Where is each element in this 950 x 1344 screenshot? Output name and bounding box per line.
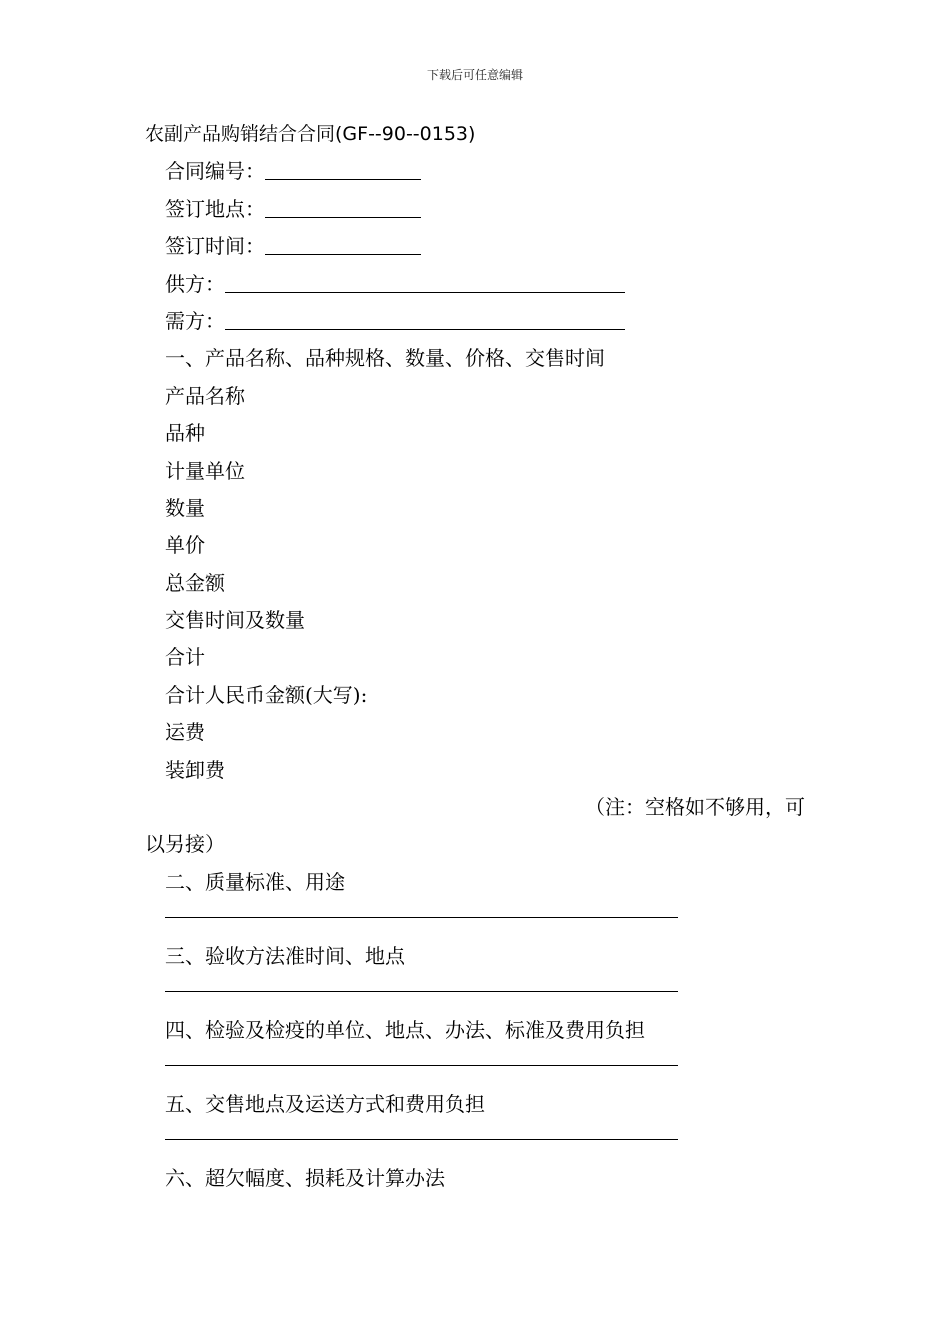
section-2-blank-line[interactable] — [145, 901, 805, 938]
section-1-heading: 一、产品名称、品种规格、数量、价格、交售时间 — [165, 346, 605, 371]
list-item: 合计人民币金额(大写): — [165, 682, 368, 707]
list-item: 装卸费 — [165, 757, 225, 782]
list-item: 数量 — [165, 495, 205, 520]
contract-title: 农副产品购销结合合同(GF--90--0153) — [145, 123, 476, 145]
buyer-blank[interactable] — [225, 305, 625, 330]
underline — [165, 1139, 678, 1140]
field-label: 签订时间： — [165, 234, 265, 259]
table-note-line-1: （注：空格如不够用，可 — [585, 795, 805, 820]
page-header-note: 下载后可任意编辑 — [426, 68, 523, 82]
section-6-heading: 六、超欠幅度、损耗及计算办法 — [165, 1165, 445, 1190]
list-item: 运费 — [165, 720, 205, 745]
field-label: 合同编号： — [165, 159, 265, 184]
list-item: 总金额 — [165, 570, 225, 595]
section-5-blank-line[interactable] — [145, 1123, 805, 1160]
section-2-heading: 二、质量标准、用途 — [165, 869, 345, 894]
underline — [165, 991, 678, 992]
signing-place-blank[interactable] — [265, 193, 421, 218]
list-item: 产品名称 — [165, 383, 245, 408]
field-supplier — [145, 266, 805, 303]
contract-number-blank[interactable] — [265, 155, 421, 180]
section-3-heading: 三、验收方法准时间、地点 — [165, 943, 405, 968]
field-label: 供方： — [165, 271, 225, 296]
field-buyer — [145, 303, 805, 340]
list-item: 合计 — [165, 645, 205, 670]
supplier-blank[interactable] — [225, 268, 625, 293]
section-3-blank-line[interactable] — [145, 975, 805, 1012]
field-contract-number — [145, 153, 805, 190]
field-label: 需方： — [165, 308, 225, 333]
field-label: 签订地点： — [165, 196, 265, 221]
underline — [165, 1065, 678, 1066]
table-note-line-2: 以另接） — [145, 832, 225, 857]
underline — [165, 917, 678, 918]
list-item: 交售时间及数量 — [165, 608, 305, 633]
field-signing-place — [145, 191, 805, 228]
section-5-heading: 五、交售地点及运送方式和费用负担 — [165, 1091, 485, 1116]
list-item: 单价 — [165, 533, 205, 558]
section-4-blank-line[interactable] — [145, 1049, 805, 1086]
list-item: 计量单位 — [165, 458, 245, 483]
field-signing-time — [145, 228, 805, 265]
section-4-heading: 四、检验及检疫的单位、地点、办法、标准及费用负担 — [165, 1017, 645, 1042]
signing-time-blank[interactable] — [265, 230, 421, 255]
contract-document — [145, 116, 805, 1197]
list-item: 品种 — [165, 421, 205, 446]
